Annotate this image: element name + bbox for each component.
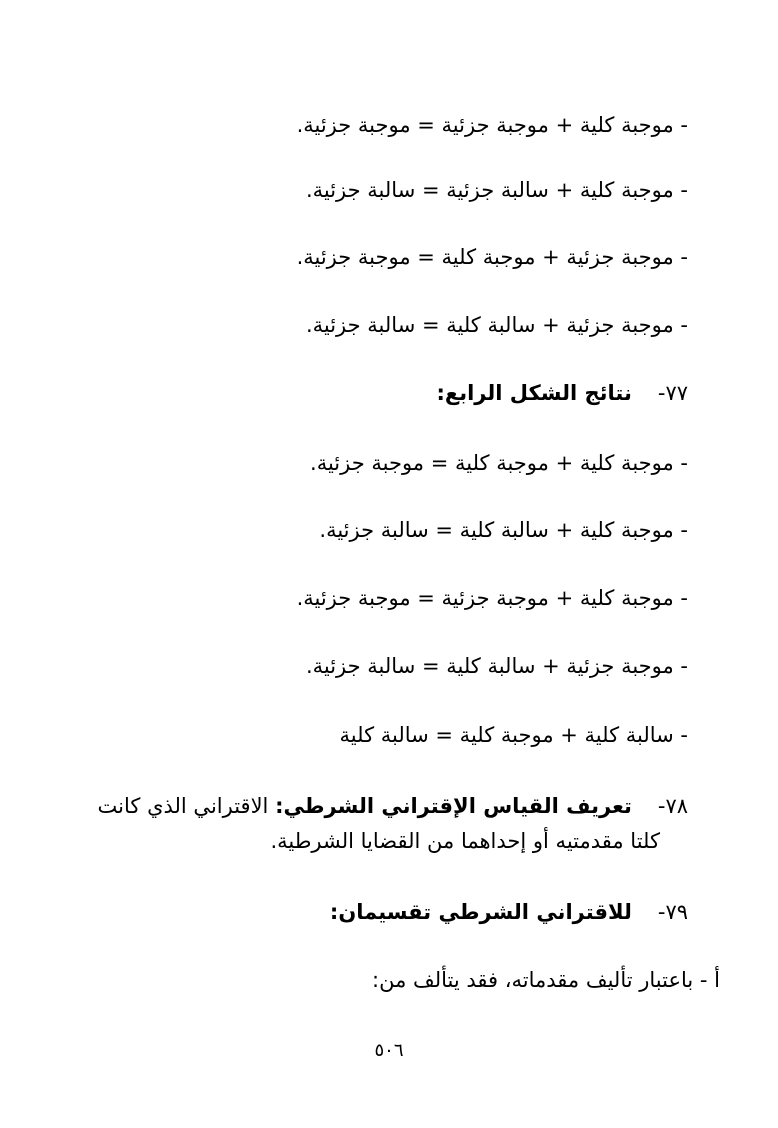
definition-continuation: كلتا مقدمتيه أو إحداهما من القضايا الشرطية.	[270, 829, 660, 853]
definition-78	[58, 790, 688, 822]
rule-line: - موجبة كلية + سالبة جزئية = سالبة جزئية.	[305, 178, 688, 202]
rule-line: - موجبة كلية + موجبة جزئية = موجبة جزئية.	[296, 113, 688, 137]
definition-text: الاقتراني الذي كانت	[97, 794, 269, 818]
section-heading-79	[330, 897, 688, 927]
rule-line: - موجبة كلية + سالبة كلية = سالبة جزئية.	[319, 518, 688, 542]
rule-line: - موجبة كلية + موجبة كلية = موجبة جزئية.	[310, 451, 688, 475]
rule-line: - سالبة كلية + موجبة كلية = سالبة كلية	[339, 723, 688, 747]
section-heading-77	[436, 378, 688, 408]
section-title: نتائج الشكل الرابع:	[436, 381, 632, 405]
rule-line: - موجبة جزئية + سالبة كلية = سالبة جزئية.	[305, 654, 688, 678]
section-title: للاقتراني الشرطي تقسيمان:	[329, 900, 632, 924]
list-item-a: أ - باعتبار تأليف مقدماته، فقد يتألف من:	[372, 968, 720, 992]
rule-line: - موجبة جزئية + سالبة كلية = سالبة جزئية.	[305, 313, 688, 337]
section-number: ٧٩-	[657, 900, 688, 924]
section-number: ٧٧-	[657, 381, 688, 405]
section-number: ٧٨-	[657, 794, 688, 818]
page-number: ٥٠٦	[374, 1040, 404, 1061]
definition-term: تعريف القياس الإقتراني الشرطي:	[275, 794, 632, 818]
rule-line: - موجبة كلية + موجبة جزئية = موجبة جزئية.	[296, 586, 688, 610]
rule-line: - موجبة جزئية + موجبة كلية = موجبة جزئية.	[296, 245, 688, 269]
